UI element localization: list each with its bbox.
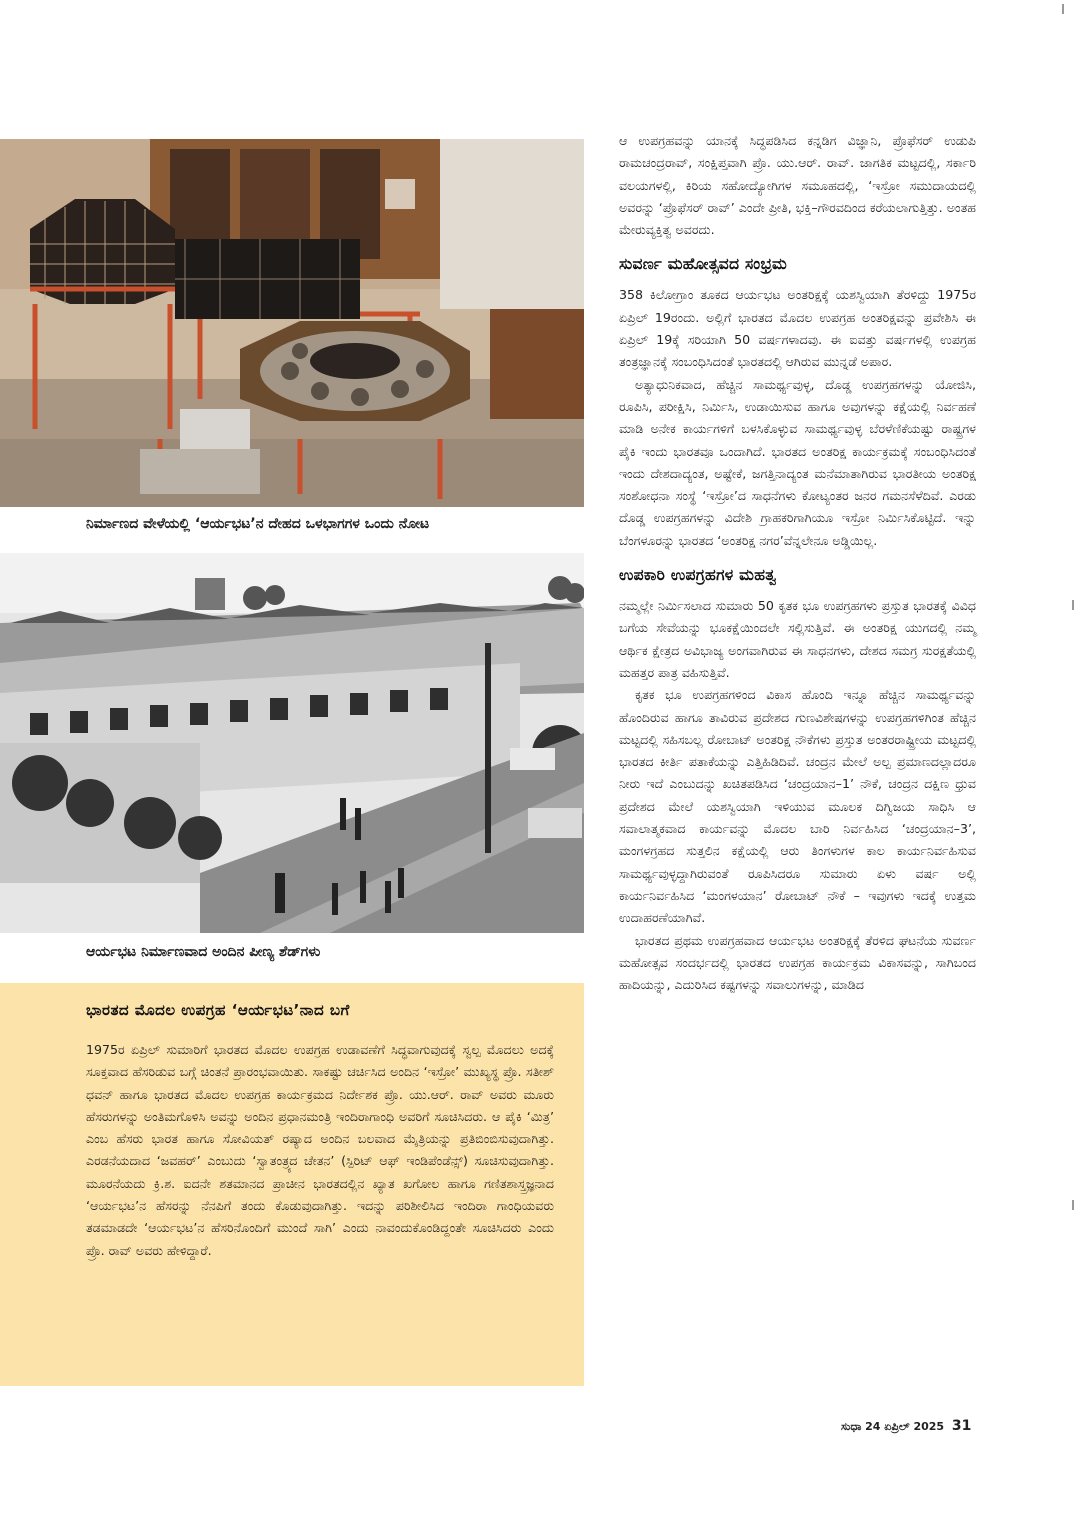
sidebar-title: ಭಾರತದ ಮೊದಲ ಉಪಗ್ರಹ ‘ಆರ್ಯಭಟ’ನಾದ ಬಗೆ (86, 1001, 350, 1019)
sidebar-body: 1975ರ ಏಪ್ರಿಲ್ ಸುಮಾರಿಗೆ ಭಾರತದ ಮೊದಲ ಉಪಗ್ರಹ ಉಡಾವಣೆಗೆ ಸಿದ್ಧವಾಗುವುದಕ್ಕೆ ಸ್ವಲ್ಪ ಮೊದಲು ಅದಕ್ಕೆ ಸೂಕ್ತವಾದ ಹೆಸರಿಡುವ ಬಗ್ಗೆ ಚಿಂತನೆ ಪ್ರಾರಂಭವಾಯಿತು. ಸಾಕಷ್ಟು ಚರ್ಚಿಸಿದ ಅಂದಿನ ‘ಇಸ್ರೋ’ ಮುಖ್ಯಸ್ಥ ಪ್ರೊ. ಸತೀಶ್ ಧವನ್ ಹಾಗೂ ಭಾರತದ ಮೊದಲ ಉಪಗ್ರಹ ಕಾರ್ಯಕ್ರಮದ ನಿರ್ದೇಶಕ ಪ್ರೊ. ಯು.ಆರ್. ರಾವ್ ಅವರು ಮೂರು ಹೆಸರುಗಳನ್ನು ಅಂತಿಮಗೊಳಿಸಿ ಅವನ್ನು ಅಂದಿನ ಪ್ರಧಾನಮಂತ್ರಿ ಇಂದಿರಾಗಾಂಧಿ ಅವರಿಗೆ ಸೂಚಿಸಿದರು. ಆ ಪೈಕಿ ‘ಮಿತ್ರ’ ಎಂಬ ಹೆಸರು ಭಾರತ ಹಾಗೂ ಸೋವಿಯತ್ ರಷ್ಯಾದ ಅಂದಿನ ಬಲವಾದ ಮೈತ್ರಿಯನ್ನು ಪ್ರತಿಬಿಂಬಿಸುವುದಾಗಿತ್ತು. ಎರಡನೆಯದಾದ ‘ಜವಹರ್’ ಎಂಬುದು ‘ಸ್ವಾತಂತ್ರ್ಯದ ಚೇತನ’ (ಸ್ಪಿರಿಟ್ ಆಫ್ ಇಂಡಿಪೆಂಡೆನ್ಸ್) ಸೂಚಿಸುವುದಾಗಿತ್ತು. ಮೂರನೆಯದು ಕ್ರಿ.ಶ. ಐದನೇ ಶತಮಾನದ ಪ್ರಾಚೀನ ಭಾರತದಲ್ಲಿನ ಖ್ಯಾತ ಖಗೋಲ ಹಾಗೂ ಗಣಿತಶಾಸ್ತ್ರಜ್ಞನಾದ ‘ಆರ್ಯಭಟ’ನ ಹೆಸರನ್ನು ನೆನಪಿಗೆ ತಂದು ಕೊಡುವುದಾಗಿತ್ತು. ಇದನ್ನು ಪರಿಶೀಲಿಸಿದ ಇಂದಿರಾ ಗಾಂಧಿಯವರು ತಡಮಾಡದೇ ‘ಆರ್ಯಭಟ’ನ ಹೆಸರಿನೊಂದಿಗೆ ಮುಂದೆ ಸಾಗಿ’ ಎಂದು ನಾವಂದುಕೊಂಡಿದ್ದಂತೇ ಸೂಚಿಸಿದರು ಎಂದು ಪ್ರೊ. ರಾವ್ ಅವರು ಹೇಳಿದ್ದಾರೆ. (86, 1042, 554, 1258)
sidebar-box (0, 983, 584, 1386)
article-paragraph: ಕೃತಕ ಭೂ ಉಪಗ್ರಹಗಳಿಂದ ವಿಕಾಸ ಹೊಂದಿ ಇನ್ನೂ ಹೆಚ್ಚಿನ ಸಾಮರ್ಥ್ಯವನ್ನು ಹೊಂದಿರುವ ಹಾಗೂ ತಾವಿರುವ ಪ್ರದೇಶದ ಗುಣವಿಶೇಷಗಳನ್ನು ಉಪಗ್ರಹಗಳಿಗಿಂತ ಹೆಚ್ಚಿನ ಮಟ್ಟದಲ್ಲಿ ಸಹಿಸಬಲ್ಲ ರೋಬಾಟ್ ಅಂತರಿಕ್ಷ ನೌಕೆಗಳು ಪ್ರಸ್ತುತ ಅಂತರರಾಷ್ಟ್ರೀಯ ಮಟ್ಟದಲ್ಲಿ ಭಾರತದ ಕೀರ್ತಿ ಪತಾಕೆಯನ್ನು ಎತ್ತಿಹಿಡಿದಿವೆ. ಚಂದ್ರನ ಮೇಲೆ ಅಲ್ಪ ಪ್ರಮಾಣದಲ್ಲಾದರೂ ನೀರು ಇದೆ ಎಂಬುದನ್ನು ಖಚಿತಪಡಿಸಿದ ‘ಚಂದ್ರಯಾನ–1’ ನೌಕೆ, ಚಂದ್ರನ ದಕ್ಷಿಣ ಧ್ರುವ ಪ್ರದೇಶದ ಮೇಲೆ ಯಶಸ್ವಿಯಾಗಿ ಇಳಿಯುವ ಮೂಲಕ ದಿಗ್ವಿಜಯ ಸಾಧಿಸಿ ಆ ಸವಾಲಾತ್ಮಕವಾದ ಕಾರ್ಯವನ್ನು ಮೊದಲ ಬಾರಿ ನಿರ್ವಹಿಸಿದ ‘ಚಂದ್ರಯಾನ–3’, ಮಂಗಳಗ್ರಹದ ಸುತ್ತಲಿನ ಕಕ್ಷೆಯಲ್ಲಿ ಆರು ತಿಂಗಳುಗಳ ಕಾಲ ಕಾರ್ಯನಿರ್ವಹಿಸುವ ಸಾಮರ್ಥ್ಯವುಳ್ಳದ್ದಾಗಿರುವಂತೆ ರೂಪಿಸಿದರೂ ಸುಮಾರು ಏಳು ವರ್ಷ ಅಲ್ಲಿ ಕಾರ್ಯನಿರ್ವಹಿಸಿದ ‘ಮಂಗಳಯಾನ’ ರೋಬಾಟ್ ನೌಕೆ – ಇವುಗಳು ಇದಕ್ಕೆ ಉತ್ತಮ ಉದಾಹರಣೆಯಾಗಿವೆ. (619, 687, 976, 926)
peenya-sheds-photo (0, 553, 584, 933)
page-number: 31 (951, 1418, 972, 1434)
article-column (619, 130, 976, 996)
article-paragraph: ನಮ್ಮಲ್ಲೇ ನಿರ್ಮಿಸಲಾದ ಸುಮಾರು 50 ಕೃತಕ ಭೂ ಉಪಗ್ರಹಗಳು ಪ್ರಸ್ತುತ ಭಾರತಕ್ಕೆ ವಿವಿಧ ಬಗೆಯ ಸೇವೆಯನ್ನು ಭೂಕಕ್ಷೆಯಿಂದಲೇ ಸಲ್ಲಿಸುತ್ತಿವೆ. ಈ ಅಂತರಿಕ್ಷ ಯುಗದಲ್ಲಿ ನಮ್ಮ ಆರ್ಥಿಕ ಕ್ಷೇತ್ರದ ಅವಿಭಾಜ್ಯ ಅಂಗವಾಗಿರುವ ಈ ಸಾಧನಗಳು, ದೇಶದ ಸಮಗ್ರ ಸುರಕ್ಷತೆಯಲ್ಲಿ ಮಹತ್ತರ ಪಾತ್ರ ವಹಿಸುತ್ತಿವೆ. (619, 598, 976, 680)
section-heading: ಸುವರ್ಣ ಮಹೋತ್ಸವದ ಸಂಭ್ರಮ (619, 255, 788, 274)
article-paragraph: ಭಾರತದ ಪ್ರಥಮ ಉಪಗ್ರಹವಾದ ಆರ್ಯಭಟ ಅಂತರಿಕ್ಷಕ್ಕೆ ತೆರಳಿದ ಘಟನೆಯ ಸುವರ್ಣ ಮಹೋತ್ಸವ ಸಂದರ್ಭದಲ್ಲಿ ಭಾರತದ ಉಪಗ್ರಹ ಕಾರ್ಯಕ್ರಮ ವಿಕಾಸವನ್ನು, ಸಾಗಿಬಂದ ಹಾದಿಯನ್ನು, ಎದುರಿಸಿದ ಕಷ್ಟಗಳನ್ನು ಸವಾಲುಗಳನ್ನು, ಮಾಡಿದ (619, 932, 976, 993)
footer-publication: ಸುಧಾ 24 ಏಪ್ರಿಲ್ 2025 (841, 1420, 945, 1433)
crop-mark (1072, 600, 1074, 610)
article-paragraph: 358 ಕಿಲೋಗ್ರಾಂ ತೂಕದ ಆರ್ಯಭಟ ಅಂತರಿಕ್ಷಕ್ಕೆ ಯಶಸ್ವಿಯಾಗಿ ತೆರಳಿದ್ದು 1975ರ ಏಪ್ರಿಲ್ 19ರಂದು. ಅಲ್ಲಿಗೆ ಭಾರತದ ಮೊದಲ ಉಪಗ್ರಹ ಅಂತರಿಕ್ಷವನ್ನು ಪ್ರವೇಶಿಸಿ ಈ ಏಪ್ರಿಲ್ 19ಕ್ಕೆ ಸರಿಯಾಗಿ 50 ವರ್ಷಗಳಾದವು. ಈ ಐವತ್ತು ವರ್ಷಗಳಲ್ಲಿ ಉಪಗ್ರಹ ತಂತ್ರಜ್ಞಾನಕ್ಕೆ ಸಂಬಂಧಿಸಿದಂತೆ ಭಾರತದಲ್ಲಿ ಆಗಿರುವ ಮುನ್ನಡೆ ಅಪಾರ. (619, 287, 976, 370)
section-heading: ಉಪಕಾರಿ ಉಪಗ್ರಹಗಳ ಮಹತ್ವ (619, 566, 777, 585)
article-paragraph: ಅತ್ಯಾಧುನಿಕವಾದ, ಹೆಚ್ಚಿನ ಸಾಮರ್ಥ್ಯವುಳ್ಳ, ದೊಡ್ಡ ಉಪಗ್ರಹಗಳನ್ನು ಯೋಜಿಸಿ, ರೂಪಿಸಿ, ಪರೀಕ್ಷಿಸಿ, ನಿರ್ಮಿಸಿ, ಉಡಾಯಿಸುವ ಹಾಗೂ ಅವುಗಳನ್ನು ಕಕ್ಷೆಯಲ್ಲಿ ನಿರ್ವಹಣೆ ಮಾಡಿ ಅನೇಕ ಕಾರ್ಯಗಳಿಗೆ ಬಳಸಿಕೊಳ್ಳುವ ಸಾಮರ್ಥ್ಯವುಳ್ಳ ಬೆರಳೆಣಿಕೆಯಷ್ಟು ರಾಷ್ಟ್ರಗಳ ಪೈಕಿ ಇಂದು ಭಾರತವೂ ಒಂದಾಗಿದೆ. ಭಾರತದ ಅಂತರಿಕ್ಷ ಕಾರ್ಯಕ್ರಮಕ್ಕೆ ಸಂಬಂಧಿಸಿದಂತೆ ಇಂದು ದೇಶದಾದ್ಯಂತ, ಅಷ್ಟೇಕೆ, ಜಗತ್ತಿನಾದ್ಯಂತ ಮನೆಮಾತಾಗಿರುವ ಭಾರತೀಯ ಅಂತರಿಕ್ಷ ಸಂಶೋಧನಾ ಸಂಸ್ಥೆ ‘ಇಸ್ರೋ’ದ ಸಾಧನೆಗಳು ಕೋಟ್ಯಂತರ ಜನರ ಗಮನಸೆಳೆದಿವೆ. ಎರಡು ದೊಡ್ಡ ಉಪಗ್ರಹಗಳನ್ನು ವಿದೇಶಿ ಗ್ರಾಹಕರಿಗಾಗಿಯೂ ಇಸ್ರೋ ನಿರ್ಮಿಸಿಕೊಟ್ಟಿದೆ. ಇನ್ನು ಬೆಂಗಳೂರನ್ನು ಭಾರತದ ‘ಅಂತರಿಕ್ಷ ನಗರ’ವೆನ್ನಲೇನೂ ಅಡ್ಡಿಯಿಲ್ಲ. (619, 376, 976, 548)
photo-caption: ನಿರ್ಮಾಣದ ವೇಳೆಯಲ್ಲಿ ‘ಆರ್ಯಭಟ’ನ ದೇಹದ ಒಳಭಾಗಗಳ ಒಂದು ನೋಟ (86, 516, 430, 532)
photo-caption: ಆರ್ಯಭಟ ನಿರ್ಮಾಣವಾದ ಅಂದಿನ ಪೀಣ್ಯ ಶೆಡ್‌ಗಳು (86, 944, 321, 960)
page-footer (841, 1418, 971, 1434)
crop-mark (1062, 4, 1064, 14)
crop-mark (1072, 1200, 1074, 1210)
satellite-assembly-photo (0, 139, 584, 507)
article-intro: ಆ ಉಪಗ್ರಹವನ್ನು ಯಾನಕ್ಕೆ ಸಿದ್ಧಪಡಿಸಿದ ಕನ್ನಡಿಗ ವಿಜ್ಞಾನಿ, ಪ್ರೊಫೆಸರ್ ಉಡುಪಿ ರಾಮಚಂದ್ರರಾವ್, ಸಂಕ್ಷಿಪ್ತವಾಗಿ ಪ್ರೊ. ಯು.ಆರ್. ರಾವ್. ಜಾಗತಿಕ ಮಟ್ಟದಲ್ಲಿ, ಸರ್ಕಾರಿ ವಲಯಗಳಲ್ಲಿ, ಕಿರಿಯ ಸಹೋದ್ಯೋಗಿಗಳ ಸಮೂಹದಲ್ಲಿ, ‘ಇಸ್ರೋ ಸಮುದಾಯದಲ್ಲಿ ಅವರನ್ನು ‘ಪ್ರೊಫೆಸರ್ ರಾವ್’ ಎಂದೇ ಪ್ರೀತಿ, ಭಕ್ತಿ–ಗೌರವದಿಂದ ಕರೆಯಲಾಗುತ್ತಿತ್ತು. ಅಂತಹ ಮೇರುವ್ಯಕ್ತಿತ್ವ ಅವರದು. (619, 133, 976, 238)
